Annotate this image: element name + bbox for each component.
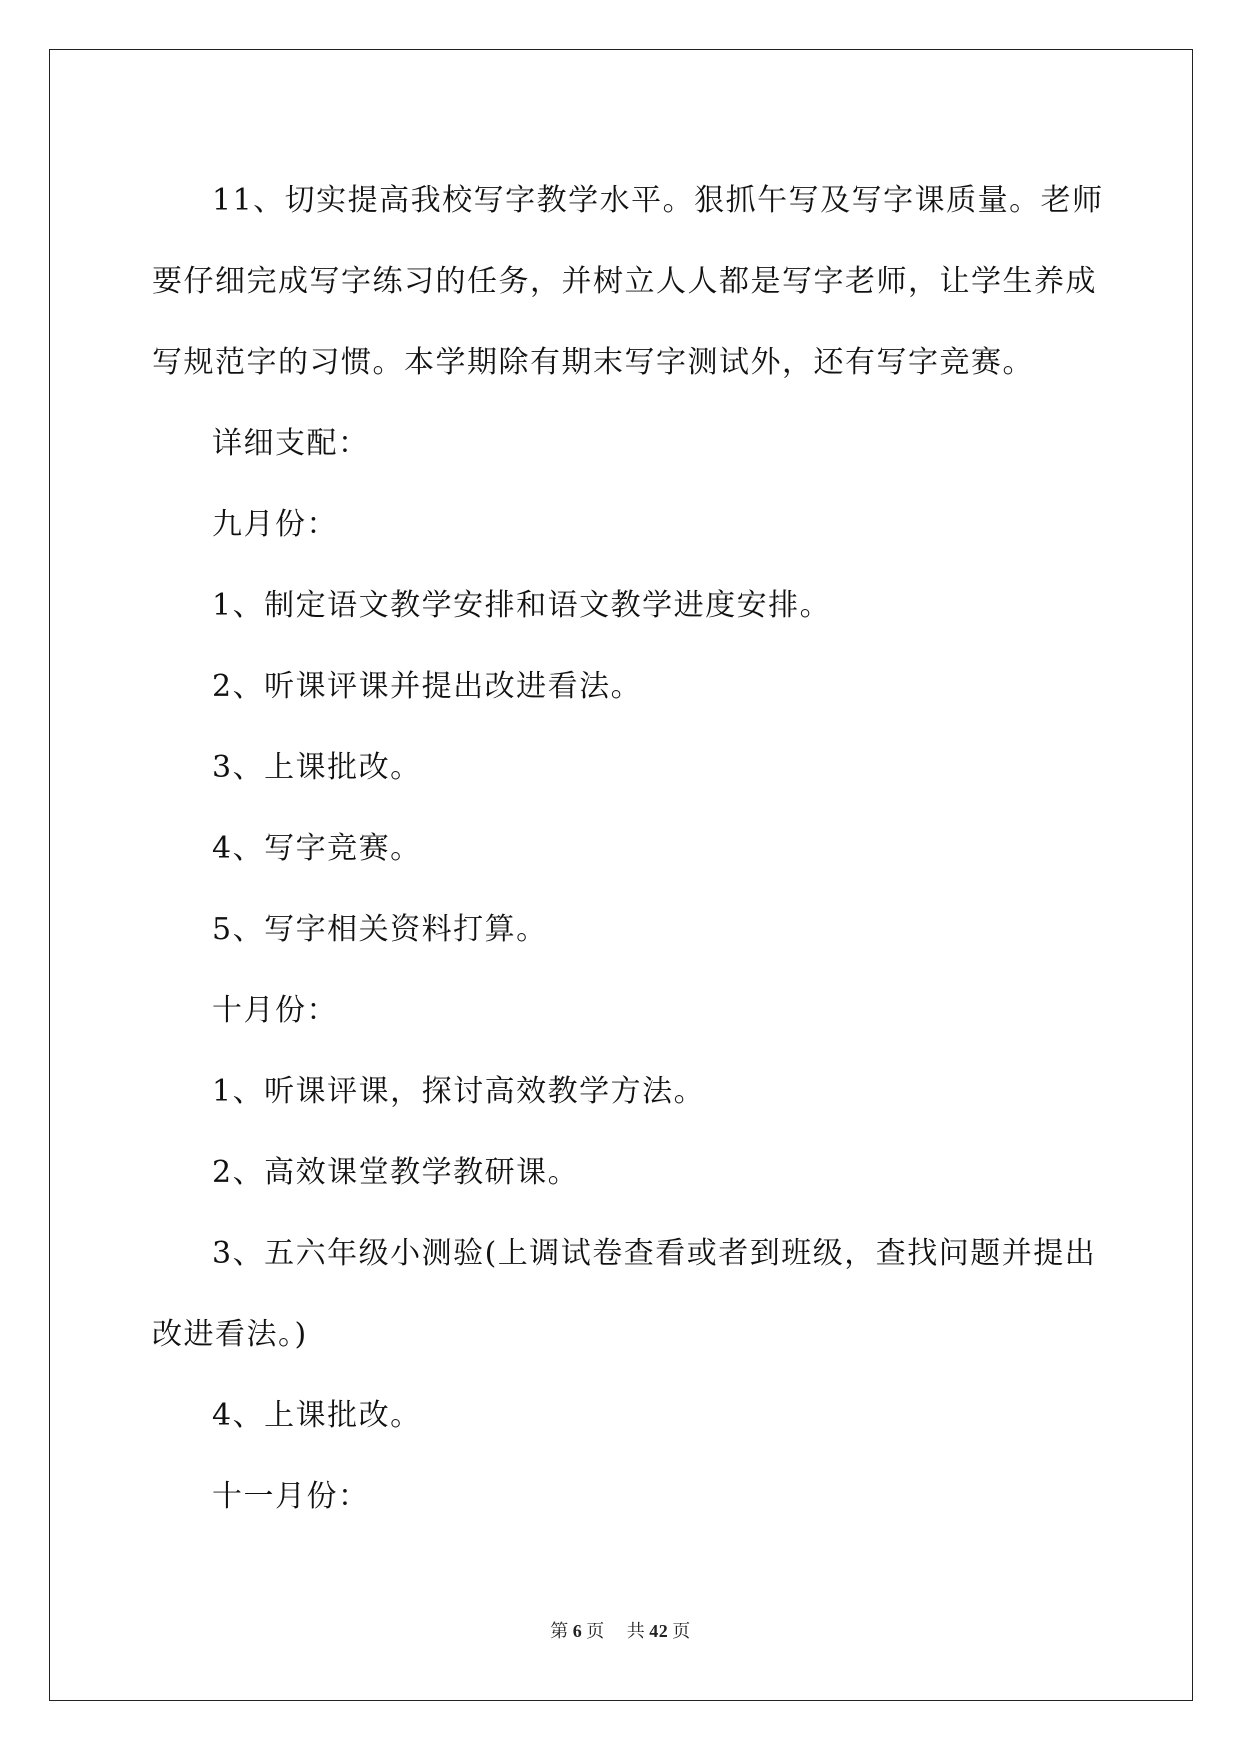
list-item — [152, 1213, 1097, 1375]
text-line: 3、五六年级小测验(上调试卷查看或者到班级，查找问题并提出 — [212, 1236, 1097, 1271]
page-footer — [0, 1617, 1241, 1643]
text-line: 改进看法。) — [152, 1317, 308, 1352]
footer-total-unit: 页 — [672, 1621, 691, 1641]
list-item: 4、写字竞赛。 — [212, 831, 422, 866]
current-page-number: 6 — [572, 1621, 583, 1641]
total-pages-number: 42 — [649, 1621, 669, 1641]
list-item: 1、听课评课，探讨高效教学方法。 — [212, 1074, 706, 1109]
list-item: 3、上课批改。 — [212, 750, 422, 785]
text-line: 要仔细完成写字练习的任务，并树立人人都是写字老师，让学生养成 — [152, 264, 1097, 299]
footer-page-unit: 页 — [586, 1621, 605, 1641]
list-item: 4、上课批改。 — [212, 1398, 422, 1433]
text-line: 写规范字的习惯。本学期除有期末写字测试外，还有写字竞赛。 — [152, 345, 1034, 380]
list-item: 2、高效课堂教学教研课。 — [212, 1155, 580, 1190]
heading-november: 十一月份： — [212, 1479, 370, 1514]
heading-detailed-arrangement: 详细支配： — [212, 426, 370, 461]
list-item: 5、写字相关资料打算。 — [212, 912, 548, 947]
heading-september: 九月份： — [212, 507, 338, 542]
list-item: 1、制定语文教学安排和语文教学进度安排。 — [212, 588, 832, 623]
paragraph-writing-quality — [152, 160, 1104, 403]
text-line: 11、切实提高我校写字教学水平。狠抓午写及写字课质量。老师 — [212, 183, 1104, 218]
footer-prefix: 第 — [550, 1621, 569, 1641]
list-item: 2、听课评课并提出改进看法。 — [212, 669, 643, 704]
heading-october: 十月份： — [212, 993, 338, 1028]
footer-total-prefix: 共 — [626, 1621, 646, 1641]
document-body — [152, 160, 1104, 1537]
